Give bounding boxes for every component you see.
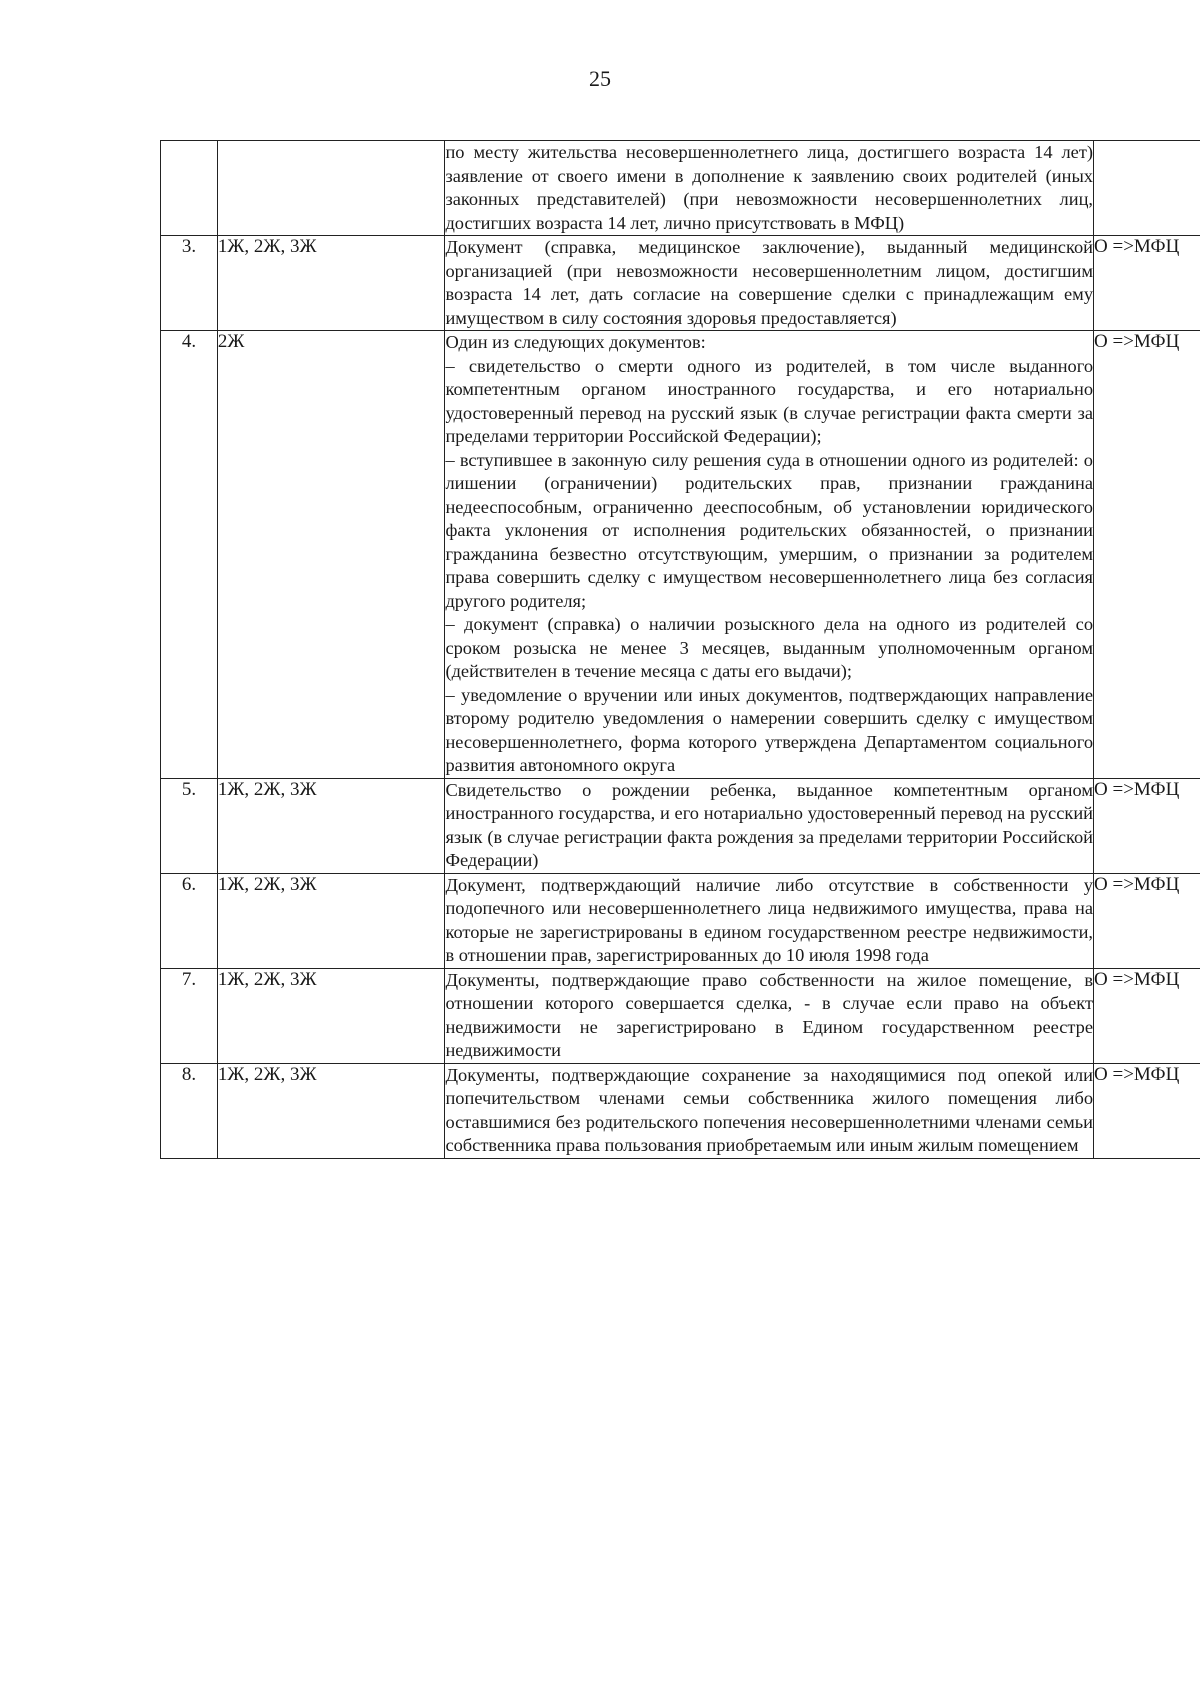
applicant-codes: 2Ж	[217, 331, 445, 779]
row-number: 8.	[161, 1063, 218, 1158]
description-paragraph: Документ, подтверждающий наличие либо отсутствие в собственности у подопечного или несовершеннолетнего лица недвижимого имущества, права на которые не зарегистрированы в едином государственном реестре недвижимости, в отношении прав, зарегистрированных до 10 июля 1998 года	[445, 874, 1094, 965]
applicant-codes	[217, 141, 445, 236]
description-paragraph: Один из следующих документов:	[445, 332, 706, 352]
table-row	[161, 778, 1200, 873]
description-paragraph: – свидетельство о смерти одного из родителей, в том числе выданного компетентным органом иностранного государства, и его нотариально удостоверенный перевод на русский язык (в случае регистрации факта смерти за пределами территории Российской Федерации);	[445, 355, 1094, 446]
table-row	[161, 141, 1200, 236]
table-row	[161, 968, 1200, 1063]
document-description	[445, 331, 1094, 779]
row-number: 7.	[161, 968, 218, 1063]
document-description	[445, 873, 1094, 968]
row-number: 5.	[161, 778, 218, 873]
submission-method: О =>МФЦ	[1094, 331, 1200, 779]
description-paragraph: Документы, подтверждающие право собственности на жилое помещение, в отношении которого совершается сделка, - в случае если право на объект недвижимости не зарегистрировано в Едином государственном реестре недвижимости	[445, 969, 1094, 1060]
description-paragraph: по месту жительства несовершеннолетнего лица, достигшего возраста 14 лет) заявление от своего имени в дополнение к заявлению своих родителей (иных законных представителей) (при невозможности несовершеннолетних лиц, достигших возраста 14 лет, лично присутствовать в МФЦ)	[445, 142, 1094, 233]
row-number: 4.	[161, 331, 218, 779]
table-row	[161, 873, 1200, 968]
page-number: 25	[589, 66, 611, 91]
submission-method: О =>МФЦ	[1094, 873, 1200, 968]
description-paragraph: Документы, подтверждающие сохранение за находящимися под опекой или попечительством членами семьи собственника жилого помещения либо оставшимися без родительского попечения несовершеннолетними членами семьи собственника права пользования приобретаемым или иным жилым помещением	[445, 1064, 1094, 1155]
description-paragraph: – вступившее в законную силу решения суда в отношении одного из родителей: о лишении (ограничении) родительских прав, признании гражданина недееспособным, ограниченно дееспособным, об установлении юридического факта уклонения от исполнения родительских обязанностей, о признании гражданина безвестно отсутствующим, умершим, о признании за родителем права совершить сделку с имуществом несовершеннолетнего лица без согласия другого родителя;	[445, 449, 1094, 611]
applicant-codes: 1Ж, 2Ж, 3Ж	[217, 968, 445, 1063]
description-paragraph: – уведомление о вручении или иных документов, подтверждающих направление второму родителю уведомления о намерении совершить сделку с имуществом несовершеннолетнего, форма которого утверждена Департаментом социального развития автономного округа	[445, 684, 1094, 775]
applicant-codes: 1Ж, 2Ж, 3Ж	[217, 873, 445, 968]
description-paragraph: Документ (справка, медицинское заключение), выданный медицинской организацией (при невозможности несовершеннолетним лицом, достигшим возраста 14 лет, дать согласие на совершение сделки с принадлежащим ему имуществом в силу состояния здоровья предоставляется)	[445, 237, 1094, 328]
submission-method	[1094, 141, 1200, 236]
row-number: 6.	[161, 873, 218, 968]
row-number: 3.	[161, 236, 218, 331]
submission-method: О =>МФЦ	[1094, 1063, 1200, 1158]
submission-method: О =>МФЦ	[1094, 236, 1200, 331]
table-row	[161, 1063, 1200, 1158]
row-number	[161, 141, 218, 236]
document-description	[445, 968, 1094, 1063]
documents-table	[160, 140, 1200, 1159]
document-description	[445, 141, 1094, 236]
submission-method: О =>МФЦ	[1094, 968, 1200, 1063]
applicant-codes: 1Ж, 2Ж, 3Ж	[217, 236, 445, 331]
document-description	[445, 1063, 1094, 1158]
table-row	[161, 236, 1200, 331]
description-paragraph: – документ (справка) о наличии розыскного дела на одного из родителей со сроком розыска не менее 3 месяцев, выданным уполномоченным органом (действителен в течение месяца с даты его выдачи);	[445, 614, 1094, 681]
submission-method: О =>МФЦ	[1094, 778, 1200, 873]
description-paragraph: Свидетельство о рождении ребенка, выданное компетентным органом иностранного государства, и его нотариально удостоверенный перевод на русский язык (в случае регистрации факта рождения за пределами территории Российской Федерации)	[445, 779, 1094, 870]
document-description	[445, 236, 1094, 331]
table-row	[161, 331, 1200, 779]
applicant-codes: 1Ж, 2Ж, 3Ж	[217, 1063, 445, 1158]
document-description	[445, 778, 1094, 873]
applicant-codes: 1Ж, 2Ж, 3Ж	[217, 778, 445, 873]
